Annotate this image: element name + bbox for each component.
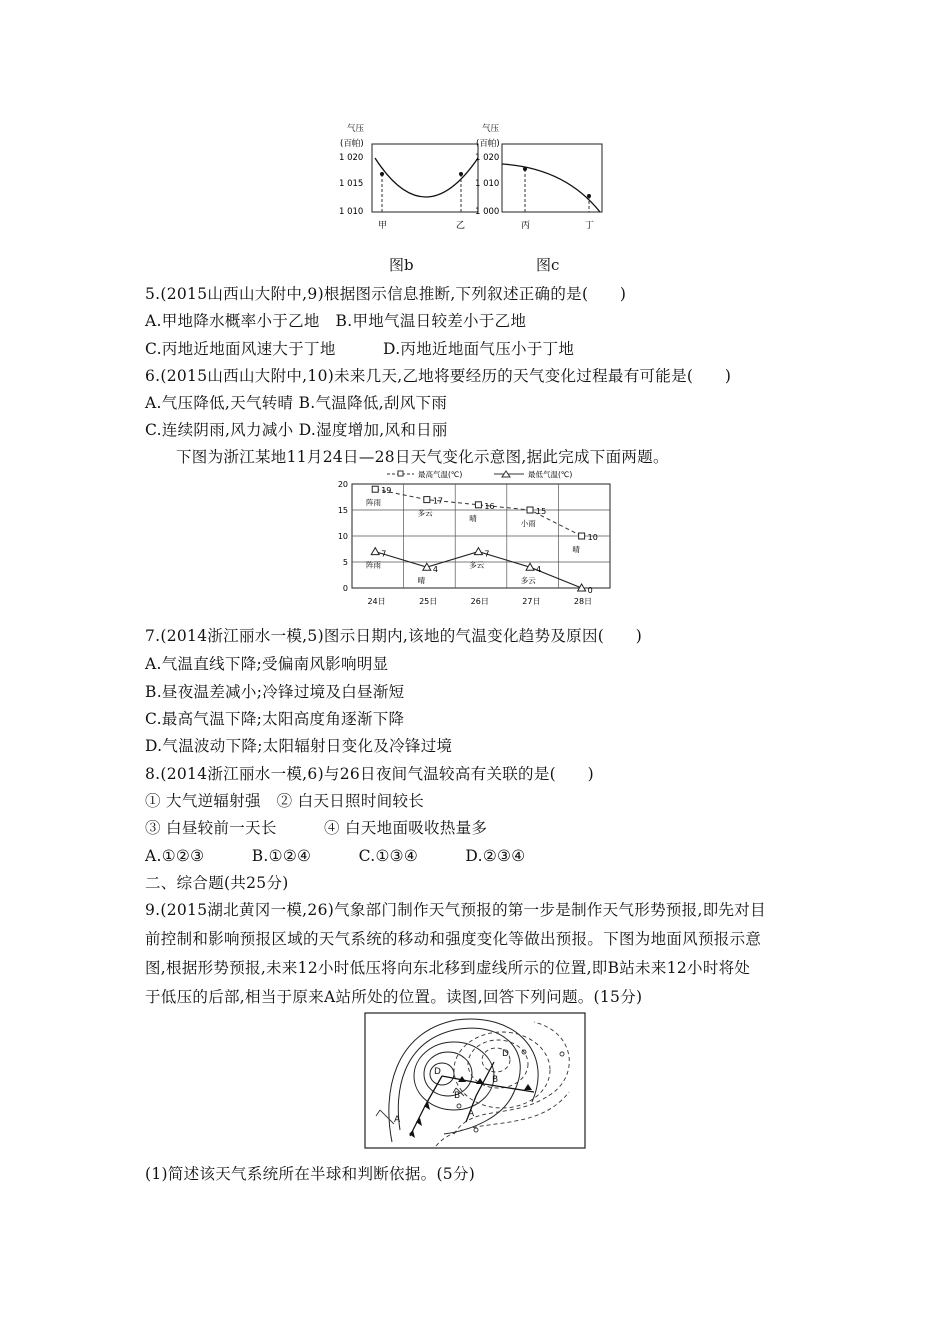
weather-label: 阵雨: [366, 560, 381, 570]
fig-b-tick: 1 015: [339, 179, 364, 189]
question-5-stem: 5.(2015山西山大附中,9)根据图示信息推断,下列叙述正确的是( ): [145, 285, 627, 303]
chart-labels: [338, 480, 598, 606]
fig-c-y-unit: (百帕): [476, 139, 500, 149]
question-9-line-2: 前控制和影响预报区域的天气系统的移动和强度变化等做出预报。下图为地面风预报示意: [145, 930, 762, 948]
chart-legend: [387, 469, 572, 479]
max-temperature-value: 19: [381, 486, 392, 496]
weather-label: 晴: [469, 513, 477, 523]
figure-c-pressure-chart: [470, 118, 610, 233]
max-temperature-point: [475, 502, 481, 508]
fig-b-y-title: 气压: [347, 124, 365, 134]
weather-label: 多云: [469, 560, 485, 570]
weather-label: 多云: [520, 576, 536, 586]
max-temperature-point: [527, 507, 533, 513]
question-9-line-3: 图,根据形势预报,未来12小时低压将向东北移到虚线所示的位置,即B站未来12小时将处: [145, 959, 751, 977]
x-tick-label: 27日: [522, 597, 541, 606]
fig-b-x-label: 乙: [456, 221, 466, 231]
fig-c-tick: 1 020: [475, 153, 500, 163]
fig-c-tick: 1 010: [475, 179, 500, 189]
temperature-chart-intro: 下图为浙江某地11月24日—28日天气变化示意图,据此完成下面两题。: [176, 448, 669, 466]
fig-b-x-label: 甲: [378, 221, 388, 231]
question-7-option-a: A.气温直线下降;受偏南风影响明显: [145, 655, 389, 673]
series-max-temperature-line: [375, 489, 581, 536]
min-temperature-value: 7: [381, 549, 387, 559]
question-8-items-12: ① 大气逆辐射强 ② 白天日照时间较长: [145, 792, 425, 810]
min-temperature-value: 0: [587, 586, 593, 595]
x-tick-label: 25日: [419, 597, 438, 606]
legend-max-marker: [398, 471, 403, 476]
x-tick-label: 28日: [573, 597, 593, 606]
temperature-weather-chart: [330, 468, 620, 613]
question-7-option-b: B.昼夜温差减小;冷锋过境及白昼渐短: [145, 683, 405, 701]
fig-b-tick: 1 020: [339, 153, 364, 163]
fig-c-x-label: 丙: [521, 221, 531, 231]
fig-c-point-bing: [523, 167, 527, 171]
station-label: B: [454, 1091, 461, 1101]
station-label: A: [468, 1109, 475, 1119]
fig-b-tick: 1 010: [339, 207, 364, 217]
surface-wind-forecast-map: [364, 1012, 586, 1150]
y-tick-label: 10: [337, 532, 348, 541]
max-temperature-value: 15: [536, 507, 547, 516]
figure-b-caption: 图b: [389, 256, 414, 274]
fig-c-point-ding: [587, 194, 591, 198]
max-temperature-point: [424, 497, 430, 503]
legend-max-label: 最高气温(℃): [418, 470, 463, 479]
question-7-option-d: D.气温波动下降;太阳辐射日变化及冷锋过境: [145, 737, 453, 755]
x-tick-label: 26日: [470, 597, 489, 606]
y-tick-label: 20: [337, 480, 348, 489]
y-tick-label: 5: [342, 558, 348, 567]
y-tick-label: 0: [342, 584, 348, 593]
fig-b-point-jia: [380, 172, 384, 176]
question-6-stem: 6.(2015山西山大附中,10)未来几天,乙地将要经历的天气变化过程最有可能是( ): [145, 367, 732, 385]
figure-c-caption: 图c: [536, 256, 560, 274]
station-label: D: [502, 1049, 509, 1059]
max-temperature-point: [579, 533, 585, 539]
min-temperature-point: [371, 548, 379, 555]
question-9-line-4: 于低压的后部,相当于原来A站所处的位置。读图,回答下列问题。(15分): [145, 988, 643, 1006]
min-temperature-value: 7: [484, 549, 490, 559]
question-8-options: A.①②③ B.①②④ C.①③④ D.②③④: [145, 847, 526, 865]
station-label: D: [434, 1067, 441, 1077]
question-7-option-c: C.最高气温下降;太阳高度角逐渐下降: [145, 710, 405, 728]
question-5-options-cd: C.丙地近地面风速大于丁地 D.丙地近地面气压小于丁地: [145, 340, 575, 358]
question-8-items-34: ③ 白昼较前一天长 ④ 白天地面吸收热量多: [145, 819, 488, 837]
max-temperature-value: 16: [484, 501, 495, 511]
question-9-line-1: 9.(2015湖北黄冈一模,26)气象部门制作天气预报的第一步是制作天气形势预报,即先对目: [145, 901, 766, 919]
fig-c-y-title: 气压: [482, 124, 500, 134]
weather-label: 晴: [572, 545, 580, 554]
fig-c-pressure-curve: [502, 164, 600, 212]
y-tick-label: 15: [337, 506, 348, 515]
fig-b-pressure-curve: [375, 158, 478, 197]
station-label: B: [492, 1075, 499, 1085]
question-6-options-ab: A.气压降低,天气转晴 B.气温降低,刮风下雨: [145, 394, 448, 412]
max-temperature-point: [372, 486, 378, 492]
legend-min-label: 最低气温(℃): [528, 470, 573, 479]
fig-b-y-unit: (百帕): [340, 139, 364, 149]
weather-label: 多云: [417, 508, 433, 518]
min-temperature-value: 4: [432, 565, 438, 575]
chart-grid: [352, 484, 610, 588]
min-temperature-value: 4: [536, 565, 542, 575]
station-label: A: [394, 1115, 401, 1125]
map-frame: [365, 1013, 585, 1148]
x-tick-label: 24日: [367, 597, 386, 606]
weather-label: 晴: [417, 576, 426, 586]
question-6-options-cd: C.连续阴雨,风力减小 D.湿度增加,风和日丽: [145, 421, 448, 439]
section-2-heading: 二、综合题(共25分): [145, 874, 289, 892]
min-temperature-point: [474, 548, 482, 555]
max-temperature-value: 10: [587, 533, 598, 542]
max-temperature-value: 17: [432, 496, 444, 506]
weather-label: 小雨: [520, 519, 536, 528]
fig-b-point-yi: [459, 172, 463, 176]
question-7-stem: 7.(2014浙江丽水一模,5)图示日期内,该地的气温变化趋势及原因( ): [145, 627, 643, 645]
fig-c-x-label: 丁: [585, 221, 595, 231]
fig-c-tick: 1 000: [475, 207, 500, 217]
question-9-subquestion-1: (1)简述该天气系统所在半球和判断依据。(5分): [145, 1165, 476, 1183]
question-8-stem: 8.(2014浙江丽水一模,6)与26日夜间气温较高有关联的是( ): [145, 765, 594, 783]
fig-c-frame: [502, 144, 602, 212]
weather-label: 阵雨: [366, 498, 381, 508]
question-5-options-ab: A.甲地降水概率小于乙地 B.甲地气温日较差小于乙地: [145, 312, 527, 330]
series-min-temperature-line: [375, 549, 581, 588]
